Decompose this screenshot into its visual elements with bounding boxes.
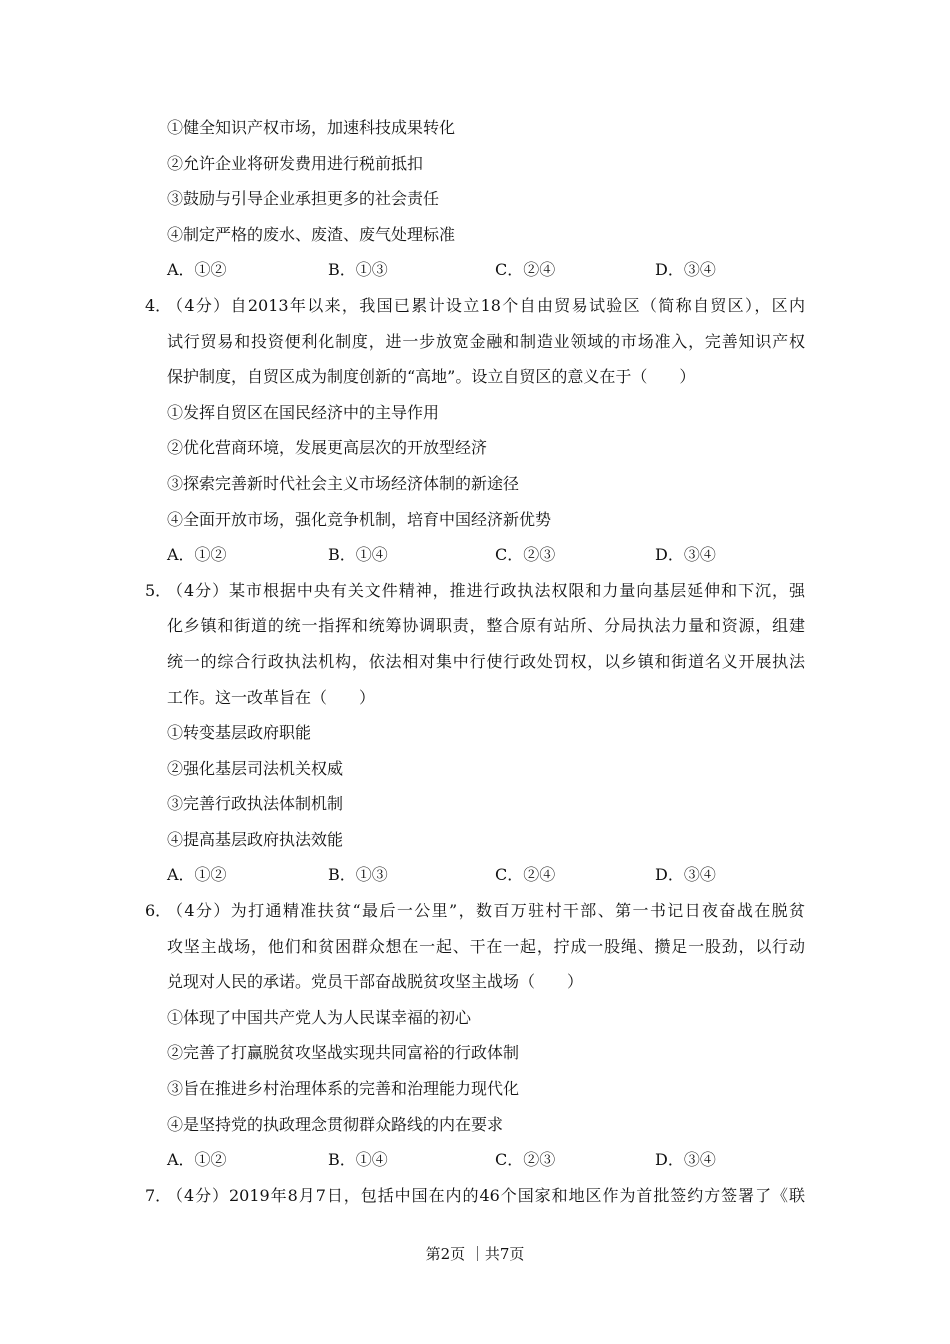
choices-row [0, 537, 950, 573]
choice-option: A．①② [167, 545, 227, 565]
question-stem-line: （4分）为打通精准扶贫“最后一公里”，数百万驻村干部、第一书记日夜奋战在脱贫 [167, 901, 805, 921]
statement-line: ③旨在推进乡村治理体系的完善和治理能力现代化 [167, 1079, 520, 1099]
question-first-line [0, 288, 950, 324]
statement-line: ③鼓励与引导企业承担更多的社会责任 [167, 189, 440, 209]
question-stem-line: 工作。这一改革旨在（ ） [167, 687, 376, 707]
choice-option: D．③④ [655, 1150, 716, 1170]
statement-line: ①健全知识产权市场，加速科技成果转化 [167, 118, 456, 137]
question-first-line [0, 573, 950, 609]
document-body [0, 110, 950, 1213]
question-number: 5． [145, 580, 172, 600]
question-stem-line: 攻坚主战场，他们和贫困群众想在一起、干在一起，拧成一股绳、攒足一股劲，以行动 [167, 936, 805, 956]
question-first-line [0, 893, 950, 929]
choice-option: B．①④ [328, 1150, 388, 1170]
question-block [0, 573, 950, 893]
statement-line: ②允许企业将研发费用进行税前抵扣 [167, 153, 424, 173]
statement-line: ①转变基层政府职能 [167, 723, 312, 743]
question-block [0, 1178, 950, 1214]
question-number: 7． [145, 1185, 172, 1205]
choice-option: C．②③ [495, 545, 556, 565]
choice-option: A．①② [167, 865, 227, 885]
statement-line: ④提高基层政府执法效能 [167, 829, 344, 849]
statement-line: ②完善了打赢脱贫攻坚战实现共同富裕的行政体制 [167, 1043, 520, 1063]
choice-option: A．①② [167, 260, 227, 280]
question-number: 6． [145, 901, 172, 921]
question-stem-line: 化乡镇和街道的统一指挥和统筹协调职责，整合原有站所、分局执法力量和资源，组建 [167, 616, 805, 636]
choice-option: D．③④ [655, 545, 716, 565]
previous-question-block [0, 110, 950, 288]
statement-line: ②强化基层司法机关权威 [167, 758, 344, 778]
statement-line: ④全面开放市场，强化竞争机制，培育中国经济新优势 [167, 509, 552, 529]
question-stem-line: （4分）自2013年以来，我国已累计设立18个自由贸易试验区（简称自贸区），区内 [167, 295, 805, 315]
question-stem-line: 兑现对人民的承诺。党员干部奋战脱贫攻坚主战场（ ） [167, 972, 584, 992]
choice-option: A．①② [167, 1150, 227, 1170]
question-block [0, 288, 950, 573]
page-footer: 第2页 ｜共7页 [425, 1245, 525, 1263]
question-first-line [0, 1178, 950, 1214]
choices-row [0, 1142, 950, 1178]
choice-option: B．①④ [328, 545, 388, 565]
choices-row [0, 252, 950, 288]
question-block [0, 893, 950, 1178]
statement-line: ④是坚持党的执政理念贯彻群众路线的内在要求 [167, 1114, 504, 1134]
question-stem-line: 统一的综合行政执法机构，依法相对集中行使行政处罚权，以乡镇和街道名义开展执法 [167, 651, 805, 671]
question-stem-line: （4分）2019年8月7日，包括中国在内的46个国家和地区作为首批签约方签署了《联 [167, 1185, 805, 1205]
choice-option: B．①③ [328, 865, 388, 885]
statement-line: ①发挥自贸区在国民经济中的主导作用 [167, 402, 440, 422]
question-stem-line: 试行贸易和投资便利化制度，进一步放宽金融和制造业领域的市场准入，完善知识产权 [167, 331, 805, 351]
statement-line: ③完善行政执法体制机制 [167, 794, 344, 814]
choice-option: D．③④ [655, 865, 716, 885]
choice-option: D．③④ [655, 260, 716, 280]
question-number: 4． [145, 295, 172, 315]
choice-option: C．②③ [495, 1150, 556, 1170]
choice-option: C．②④ [495, 865, 556, 885]
choices-row [0, 857, 950, 893]
choice-option: B．①③ [328, 260, 388, 280]
statement-line: ④制定严格的废水、废渣、废气处理标准 [167, 224, 456, 244]
statement-line: ②优化营商环境，发展更高层次的开放型经济 [167, 438, 488, 458]
statement-line: ③探索完善新时代社会主义市场经济体制的新途径 [167, 473, 520, 493]
choice-option: C．②④ [495, 260, 556, 280]
question-stem-line: （4分）某市根据中央有关文件精神，推进行政执法权限和力量向基层延伸和下沉，强 [167, 580, 805, 600]
question-stem-line: 保护制度，自贸区成为制度创新的“高地”。设立自贸区的意义在于（ ） [167, 367, 696, 387]
statement-line: ①体现了中国共产党人为人民谋幸福的初心 [167, 1007, 472, 1027]
